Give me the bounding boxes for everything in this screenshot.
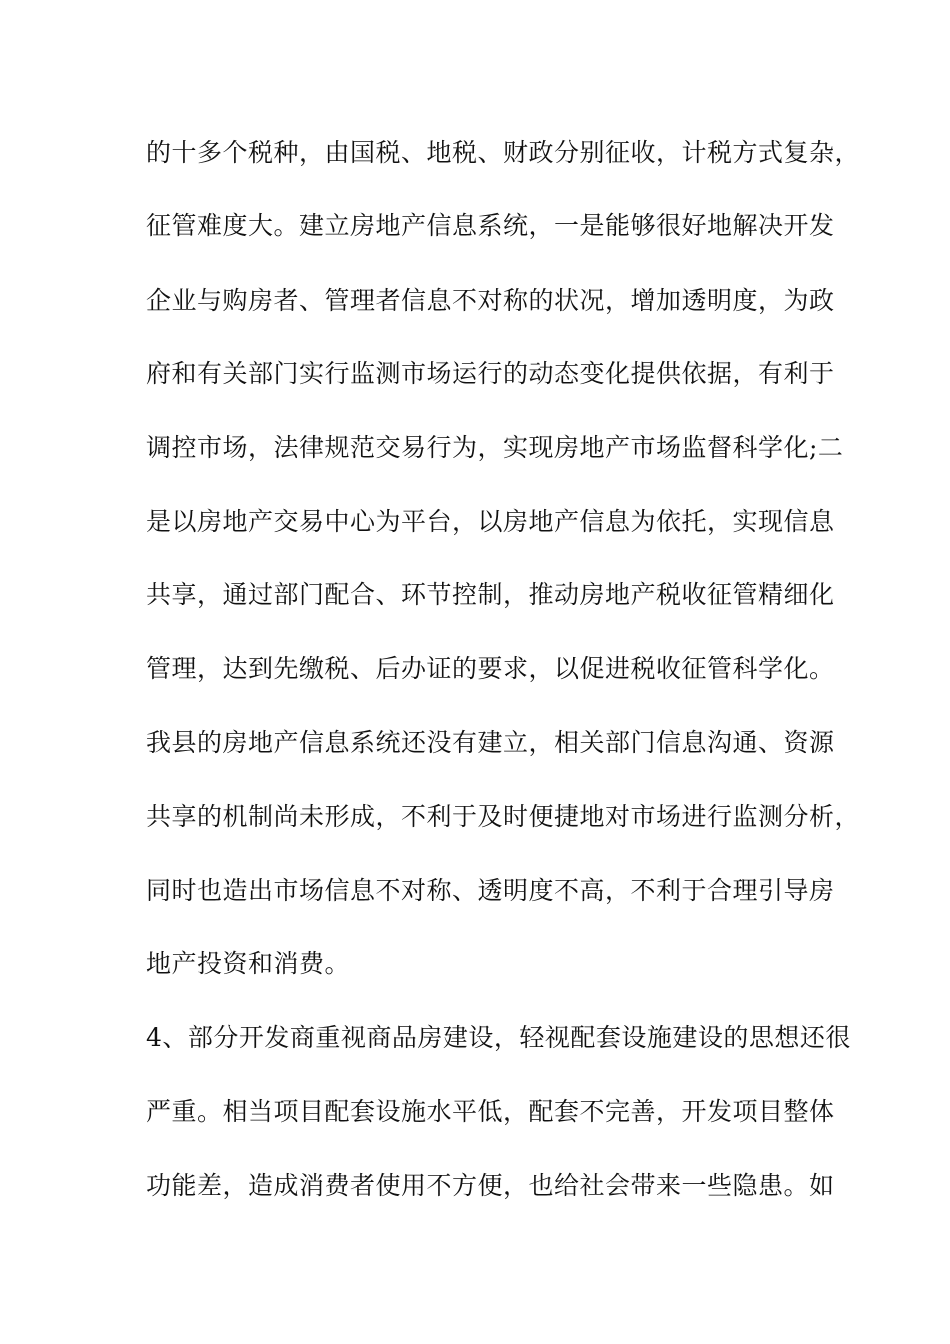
text-line: 府和有关部门实行监测市场运行的动态变化提供依据，有利于	[146, 359, 835, 388]
text-line: 是以房地产交易中心为平台，以房地产信息为依托，实现信息	[146, 507, 835, 536]
text-line: 管理，达到先缴税、后办证的要求，以促进税收征管科学化。	[146, 654, 835, 683]
text-line: 我县的房地产信息系统还没有建立，相关部门信息沟通、资源	[146, 728, 835, 757]
text-line: 严重。相当项目配套设施水平低，配套不完善，开发项目整体	[146, 1097, 835, 1126]
text-line: 共享的机制尚未形成，不利于及时便捷地对市场进行监测分析，	[146, 802, 861, 831]
text-line: 的十多个税种，由国税、地税、财政分别征收，计税方式复杂，	[146, 138, 861, 167]
text-line: 地产投资和消费。	[146, 949, 351, 978]
text-line: 共享，通过部门配合、环节控制，推动房地产税收征管精细化	[146, 580, 835, 609]
text-line: 同时也造出市场信息不对称、透明度不高，不利于合理引导房	[146, 876, 835, 905]
text-line: 功能差，造成消费者使用不方便，也给社会带来一些隐患。如	[146, 1171, 835, 1200]
text-line: 企业与购房者、管理者信息不对称的状况，增加透明度，为政	[146, 286, 835, 315]
text-line: 调控市场，法律规范交易行为，实现房地产市场监督科学化;二	[146, 433, 844, 462]
text-line: 4、部分开发商重视商品房建设，轻视配套设施建设的思想还很	[146, 1023, 851, 1052]
text-line: 征管难度大。建立房地产信息系统，一是能够很好地解决开发	[146, 211, 835, 240]
